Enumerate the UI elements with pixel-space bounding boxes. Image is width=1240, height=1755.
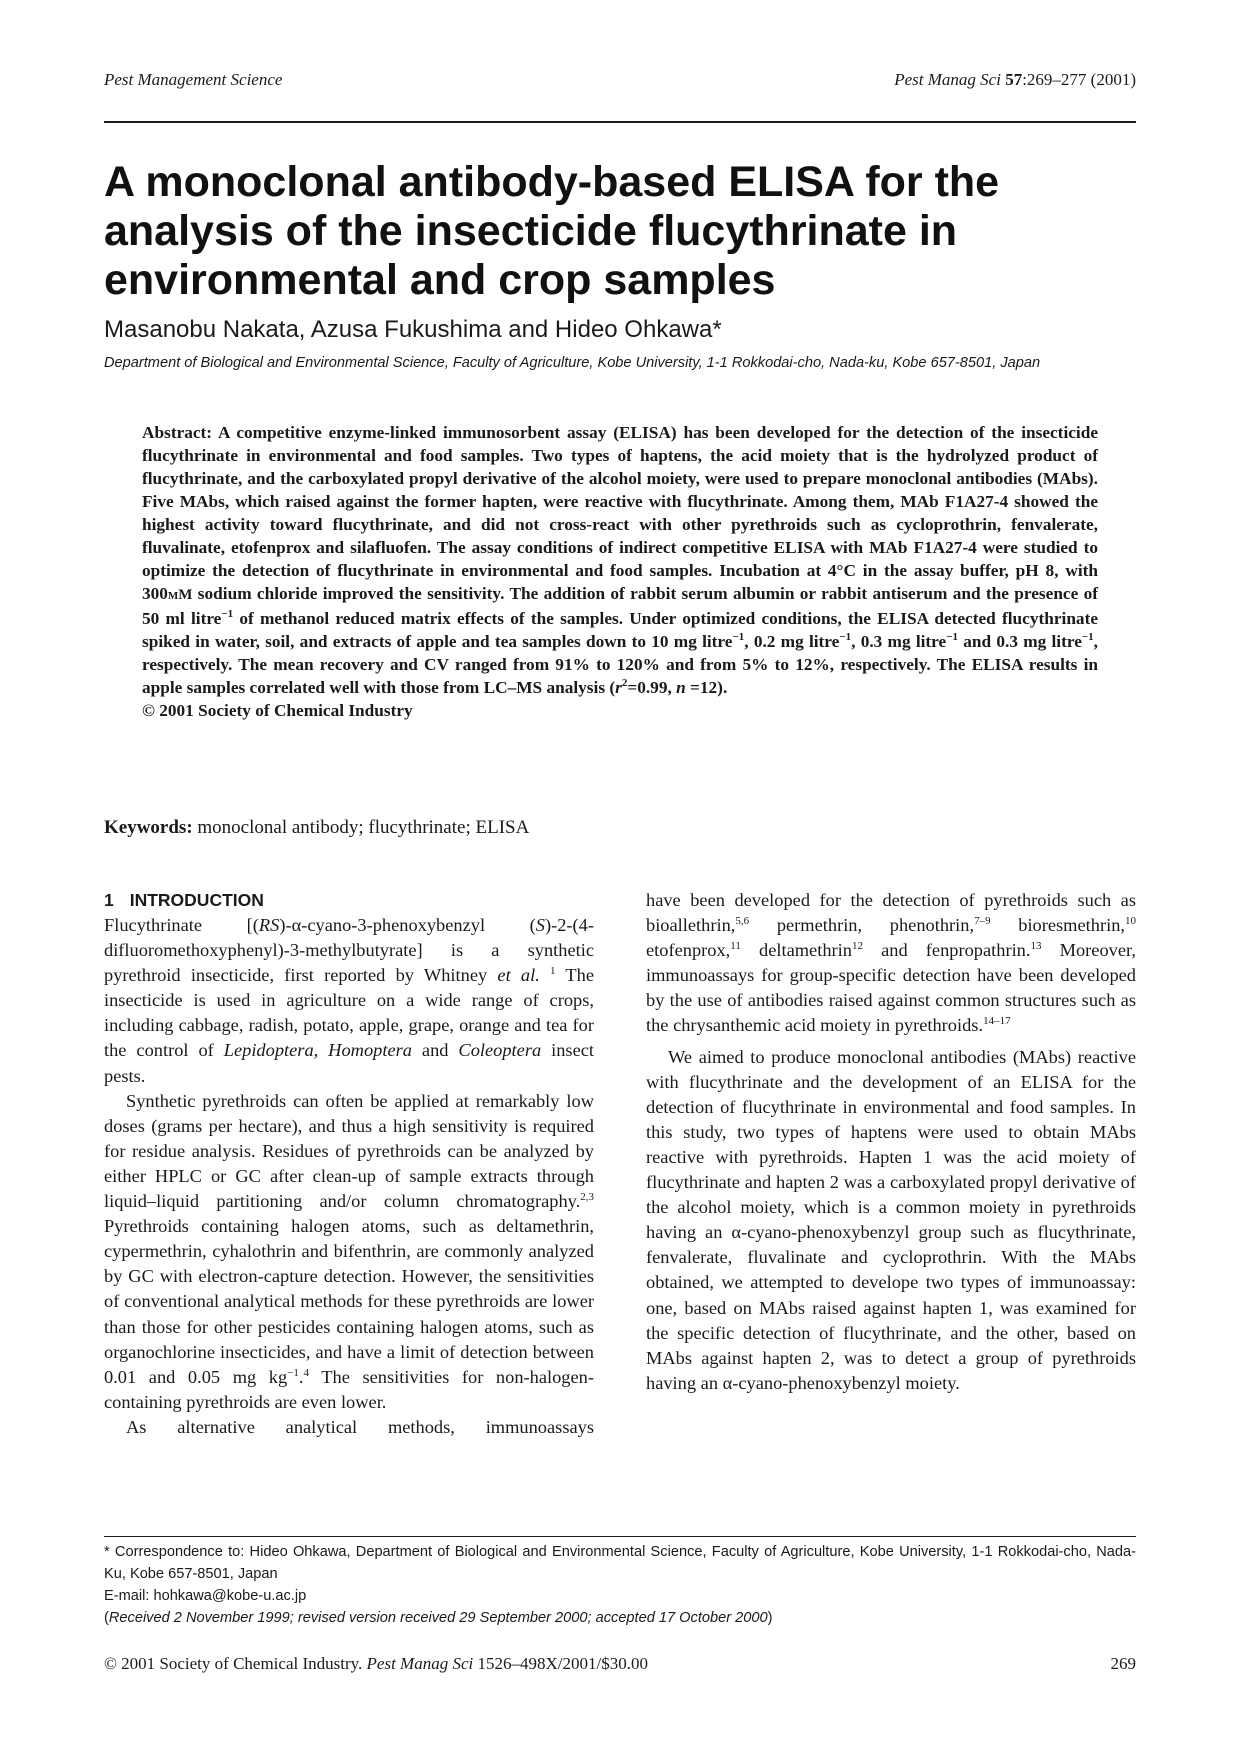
keywords-list: monoclonal antibody; flucythrinate; ELISA (192, 817, 530, 838)
journal-name: Pest Management Science (104, 70, 283, 89)
affiliation: Department of Biological and Environmental Science, Faculty of Agriculture, Kobe University, 1-1 Rokkodai-cho, Nada-ku, Kobe 657-8501, Japan (104, 355, 1041, 371)
article-title: A monoclonal antibody-based ELISA for the analysis of the insecticide flucythrinate in environmental and crop samples (104, 158, 1000, 304)
section-heading (104, 888, 594, 913)
footer-copyright: © 2001 Society of Chemical Industry. Pest Manag Sci 1526–498X/2001/$30.00 (104, 1654, 648, 1673)
section-number: 1 (104, 890, 114, 910)
intro-paragraph-2: Synthetic pyrethroids can often be applied at remarkably low doses (grams per hectare), and thus a high sensitivity is required for residue analysis. Residues of pyrethroids can be analyzed by either HPLC or GC after clean-up of sample extracts through liquid–liquid partitioning and/or column chromatography.$^{2,3}$ Pyrethroids containing halogen atoms, such as deltamethrin, cypermethrin, cyhalothrin and bifenthrin, are commonly analyzed by GC with electron-capture detection. However, the sensitivities of conventional analytical methods for these pyrethroids are lower than those for other pesticides containing halogen atoms, such as organochlorine insecticides, and have a limit of detection between 0.01 and 0.05 mg $kg^{-1}.^4$ The sensitivities for non-halogen-containing pyrethroids are even lower. (104, 1090, 594, 1412)
citation-journal: Pest Manag Sci (894, 70, 1001, 89)
unit-mm: mM (167, 587, 193, 603)
footnote-rule (104, 1536, 1136, 1537)
abstract-label: Abstract: (142, 423, 213, 442)
intro-paragraph-3-continued: have been developed for the detection of pyrethroids such as bioallethrin,$^{5,6}$ permethrin, phenothrin,$^{7-9}$ bioresmethrin,$^{10}$ etofenprox,$^{11}$ deltamethrin$^{12}$ and fenpropathrin.$^{13}$ Moreover, immunoassays for group-specific detection have been developed by the use of antibodies raised against common structures such as the chrysanthemic acid moiety in pyrethroids.$^{14-17}$ (646, 890, 1136, 1036)
citation-pages: :269–277 (2001) (1022, 70, 1136, 89)
header-rule (104, 121, 1136, 123)
citation-volume: 57 (1005, 70, 1023, 89)
abstract-copyright: © 2001 Society of Chemical Industry (142, 701, 413, 720)
footnote (104, 1541, 1136, 1629)
keywords (104, 816, 529, 840)
correspondence: * Correspondence to: Hideo Ohkawa, Department of Biological and Environmental Science, Faculty of Agriculture, Kobe University, 1-1 Rokkodai-cho, Nada-Ku, Kobe 657-8501, Japan (104, 1544, 1136, 1582)
abstract: Abstract: A competitive enzyme-linked immunosorbent assay (ELISA) has been developed for the detection of the insecticide flucythrinate in environmental and food samples. Two types of haptens, the acid moiety that is the hydrolyzed product of flucythrinate, and the carboxylated propyl derivative of the alcohol moiety, were used to prepare monoclonal antibodies (MAbs). Five MAbs, which raised against the former hapten, were reactive with flucythrinate. Among them, MAb F1A27-4 showed the highest activity toward flucythrinate, and did not cross-react with other pyrethroids such as cycloprothrin, fenvalerate, fluvalinate, etofenprox and silafluofen. The assay conditions of indirect competitive ELISA with MAb F1A27-4 were studied to optimize the detection of flucythrinate in environmental and food samples. Incubation at 4°C in the assay buffer, pH 8, with 300mM sodium chloride improved the sensitivity. The addition of rabbit serum albumin or rabbit antiserum and the presence of 50 ml litre$^{-1}$ of methanol reduced matrix effects of the samples. Under optimized conditions, the ELISA detected flucythrinate spiked in water, soil, and extracts of apple and tea samples down to 10 mg litre$^{-1}$, 0.2 mg litre$^{-1}$, 0.3 mg litre$^{-1}$ and 0.3 mg litre$^{-1}$, respectively. The mean recovery and CV ranged from 91% to 120% and from 5% to 12%, respectively. The ELISA results in apple samples correlated well with those from LC–MS analysis ($r^2=0.99$, n =12). © 2001 Society of Chemical Industry (142, 423, 1098, 720)
body-column-right (646, 888, 1136, 1396)
journal-citation (894, 70, 1136, 90)
page-footer (104, 1654, 1136, 1678)
intro-paragraph-3: As alternative analytical methods, immunoassays (126, 1416, 594, 1437)
running-header (104, 70, 1136, 94)
page-number: 269 (1110, 1654, 1136, 1673)
intro-paragraph-4: We aimed to produce monoclonal antibodies (MAbs) reactive with flucythrinate and the development of an ELISA for the detection of flucythrinate in environmental and food samples. In this study, two types of haptens were used to obtain MAbs reactive with pyrethroids. Hapten 1 was the acid moiety of flucythrinate and hapten 2 was a carboxylated propyl derivative of the alcohol moiety, which is a common moiety in pyrethroids having an α-cyano-phenoxybenzyl group such as flucythrinate, fenvalerate, fluvalinate and cycloprothrin. With the MAbs obtained, we attempted to develope two types of immunoassay: one, based on MAbs raised against hapten 1, was examined for the specific detection of flucythrinate, and the other, based on MAbs against hapten 2, was to detect a group of pyrethroids having an α-cyano-phenoxybenzyl moiety. (646, 1046, 1136, 1393)
email: E-mail: hohkawa@kobe-u.ac.jp (104, 1588, 307, 1604)
authors: Masanobu Nakata, Azusa Fukushima and Hideo Ohkawa* (104, 316, 722, 343)
intro-paragraph-1: Flucythrinate [(RS)-α-cyano-3-phenoxybenzyl (S)-2-(4-difluoromethoxyphenyl)-3-methylbutyrate] is a synthetic pyrethroid insecticide, first reported by Whitney et al. $^1$ The insecticide is used in agriculture on a wide range of crops, including cabbage, radish, potato, apple, grape, orange and tea for the control of Lepidoptera, Homoptera and Coleoptera insect pests. (104, 915, 595, 1086)
keywords-label: Keywords: (104, 817, 193, 838)
received-dates: (Received 2 November 1999; revised version received 29 September 2000; accepted 17 October 2000) (104, 1610, 773, 1626)
body-column-left (104, 888, 594, 1440)
section-title: INTRODUCTION (129, 890, 264, 910)
